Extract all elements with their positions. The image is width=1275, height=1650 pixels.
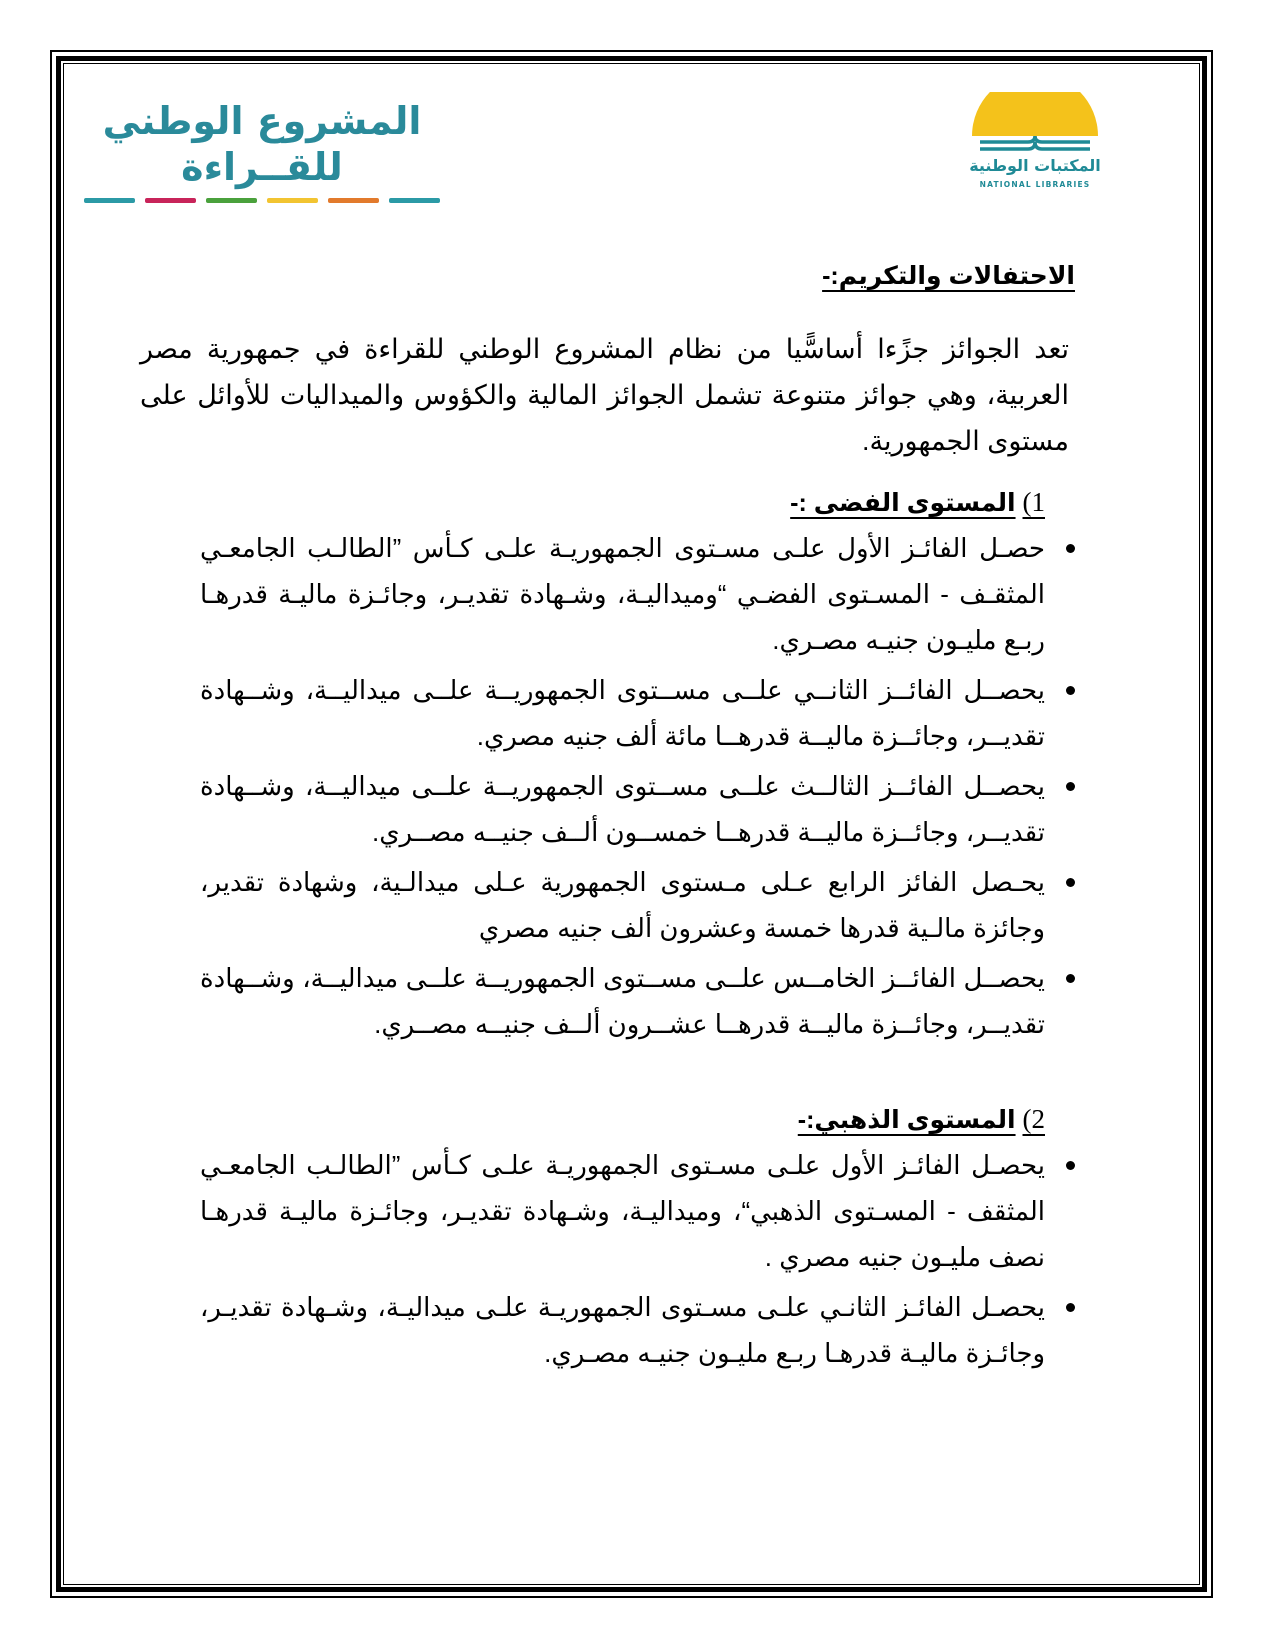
logo-bar xyxy=(328,198,379,203)
logo-bar xyxy=(84,198,135,203)
logo-bar xyxy=(267,198,318,203)
bullet-icon xyxy=(1066,1303,1075,1312)
award-item xyxy=(140,1284,1075,1376)
award-text: يحصـل الفائـز الثانـي علـى مسـتوى الجمهوريـة علـى ميداليـة، وشـهادة تقديـر، وجائـزة ماليـة قدرهـا ربـع مليـون جنيـه مصـري. xyxy=(200,1292,1046,1368)
award-item xyxy=(140,955,1075,1047)
bullet-icon xyxy=(1066,686,1075,695)
award-text: يحصـل الفائـز الأول علـى مسـتوى الجمهوريـة علـى كـأس ”الطالـب الجامعـي المثقف - المسـتوى الذهبي“، وميداليـة، وشـهادة تقديـر، وجائـزة ماليـة قدرهـا نصف مليـون جنيه مصري . xyxy=(200,1150,1045,1272)
award-text: يحصــل الفائــز الخامــس علــى مســتوى الجمهوريــة علــى ميداليــة، وشــهادة تقديــر، وجائــزة ماليــة قدرهــا عشــرون ألــف جنيــه مصــري. xyxy=(200,963,1045,1039)
award-item xyxy=(140,1142,1075,1280)
section-label: المستوى الفضى :- xyxy=(790,489,1016,517)
logo-bar xyxy=(145,198,196,203)
national-reading-project-logo xyxy=(82,98,442,189)
section-label: المستوى الذهبي:- xyxy=(797,1106,1016,1134)
bullet-icon xyxy=(1066,782,1075,791)
section-number: 1) xyxy=(1022,487,1045,517)
award-item xyxy=(140,763,1075,855)
award-item xyxy=(140,859,1075,951)
national-libraries-logo xyxy=(960,92,1110,202)
section-gold xyxy=(140,1099,1075,1376)
page-heading: الاحتفالات والتكريم:- xyxy=(822,262,1075,290)
bullet-icon xyxy=(1066,1161,1075,1170)
logo-color-bars xyxy=(82,198,442,203)
award-text: حصـل الفائـز الأول علـى مسـتوى الجمهوريـة علـى كـأس ”الطالـب الجامعـي المثقـف - المسـتوى الفضـي “وميداليـة، وشـهادة تقديـر، وجائـزة ماليـة قدرهـا ربـع مليـون جنيـه مصـري. xyxy=(200,533,1045,655)
award-text: يحصــل الفائــز الثانــي علــى مســتوى الجمهوريــة علــى ميداليــة، وشــهادة تقديــر، وجائــزة ماليــة قدرهــا مائة ألف جنيه مصري. xyxy=(200,675,1045,751)
logo-bar xyxy=(206,198,257,203)
section-silver xyxy=(140,482,1075,1047)
section-number: 2) xyxy=(1022,1104,1045,1134)
logo-bar xyxy=(389,198,440,203)
document-body xyxy=(140,250,1075,1380)
award-item xyxy=(140,667,1075,759)
award-item xyxy=(140,525,1075,663)
logo-arabic-text: المكتبات الوطنية xyxy=(969,156,1101,175)
logo-english-text: NATIONAL LIBRARIES xyxy=(979,180,1091,189)
sun-book-icon xyxy=(960,92,1110,156)
award-list xyxy=(140,525,1075,1047)
award-text: يحصــل الفائــز الثالــث علــى مســتوى الجمهوريــة علــى ميداليــة، وشــهادة تقديــر، وجائــزة ماليــة قدرهــا خمســون ألــف جنيــه مصــري. xyxy=(200,771,1045,847)
award-list xyxy=(140,1142,1075,1376)
bullet-icon xyxy=(1066,974,1075,983)
award-text: يحـصل الفائز الرابع عـلى مـستوى الجمهورية عـلى ميدالـية، وشهادة تقدير، وجائزة مالـية قدرها خمسة وعشرون ألف جنيه مصري xyxy=(200,867,1045,943)
intro-paragraph: تعد الجوائز جزًءا أساسًّيا من نظام المشروع الوطني للقراءة في جمهورية مصر العربية، وهي جوائز متنوعة تشمل الجوائز المالية والكؤوس والميداليات للأوائل على مستوى الجمهورية. xyxy=(140,334,1069,456)
section-title xyxy=(140,482,1075,523)
logo-title: المشروع الوطني للقــراءة xyxy=(102,99,422,189)
bullet-icon xyxy=(1066,544,1075,553)
section-title xyxy=(140,1099,1075,1140)
bullet-icon xyxy=(1066,878,1075,887)
